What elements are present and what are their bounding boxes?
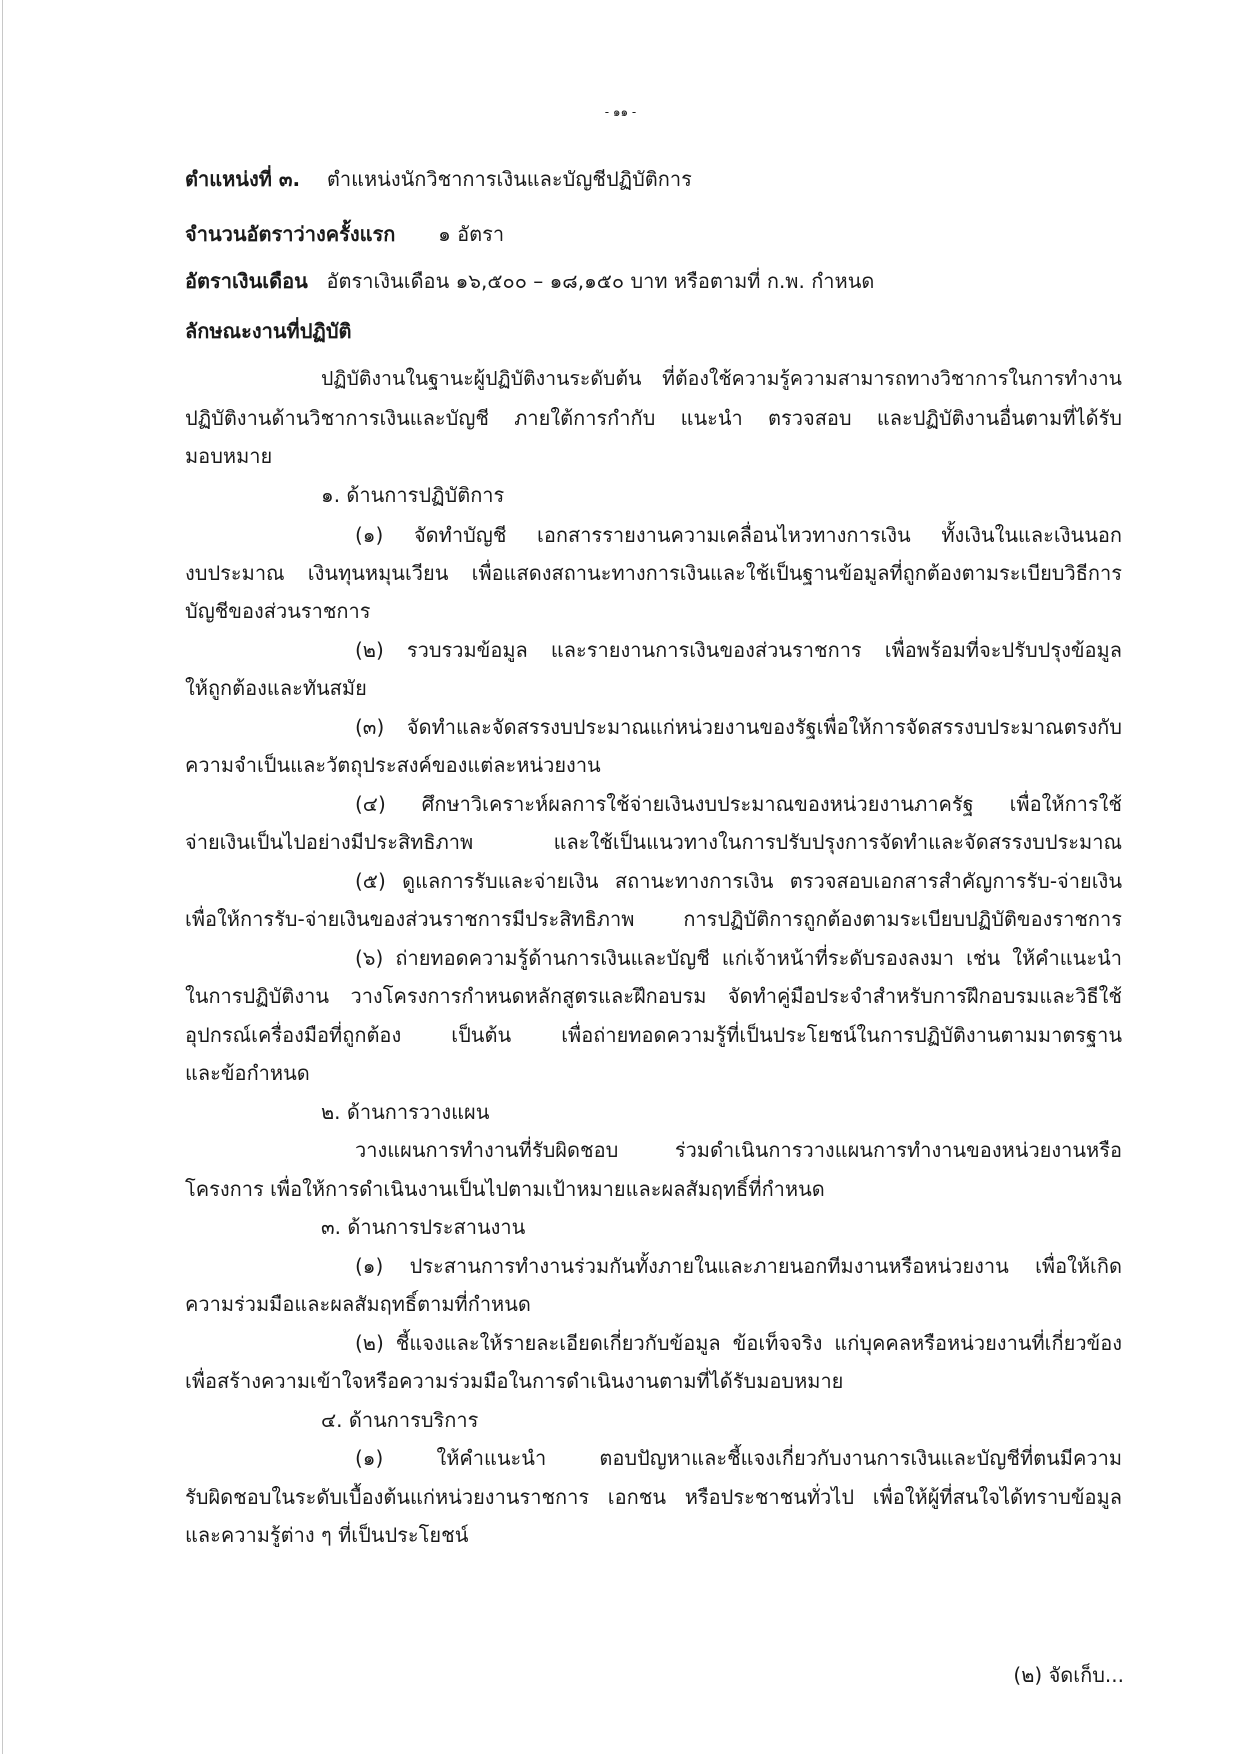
vacancy-value: ๑ อัตรา	[438, 222, 505, 246]
paragraph-line: ปฏิบัติงานด้านวิชาการเงินและบัญชี ภายใต้การกำกับ แนะนำ ตรวจสอบ และปฏิบัติงานอื่นตามที่ได้รับ	[185, 406, 1122, 430]
paragraph-line: ปฏิบัติงานในฐานะผู้ปฏิบัติงานระดับต้น ที่ต้องใช้ความรู้ความสามารถทางวิชาการในการทำงาน	[321, 367, 1122, 390]
paragraph-line: (๖) ถ่ายทอดความรู้ด้านการเงินและบัญชี แก่เจ้าหน้าที่ระดับรองลงมา เช่น ให้คำแนะนำ	[355, 946, 1122, 970]
vacancy-label: จำนวนอัตราว่างครั้งแรก	[185, 222, 396, 246]
paragraph-line: จ่ายเงินเป็นไปอย่างมีประสิทธิภาพ และใช้เป็นแนวทางในการปรับปรุงการจัดทำและจัดสรรงบประมาณ	[185, 830, 1122, 854]
paragraph-line: รับผิดชอบในระดับเบื้องต้นแก่หน่วยงานราชการ เอกชน หรือประชาชนทั่วไป เพื่อให้ผู้ที่สนใจได้ทราบข้อมูล	[185, 1485, 1122, 1509]
paragraph-line: มอบหมาย	[185, 444, 273, 468]
paragraph-line: บัญชีของส่วนราชการ	[185, 599, 371, 623]
section-heading-operations: ๑. ด้านการปฏิบัติการ	[321, 483, 505, 507]
section-heading-service: ๔. ด้านการบริการ	[321, 1408, 479, 1432]
paragraph-line: งบประมาณ เงินทุนหมุนเวียน เพื่อแสดงสถานะทางการเงินและใช้เป็นฐานข้อมูลที่ถูกต้องตามระเบียบวิธีการ	[185, 561, 1122, 585]
paragraph-line: (๕) ดูแลการรับและจ่ายเงิน สถานะทางการเงิน ตรวจสอบเอกสารสำคัญการรับ-จ่ายเงิน	[355, 869, 1122, 893]
paragraph-line: (๓) จัดทำและจัดสรรงบประมาณแก่หน่วยงานของรัฐเพื่อให้การจัดสรรงบประมาณตรงกับ	[355, 715, 1122, 739]
paragraph-line: (๑) จัดทำบัญชี เอกสารรายงานความเคลื่อนไหวทางการเงิน ทั้งเงินในและเงินนอก	[355, 523, 1122, 547]
paragraph-line: (๑) ประสานการทำงานร่วมกันทั้งภายในและภายนอกทีมงานหรือหน่วยงาน เพื่อให้เกิด	[355, 1254, 1122, 1278]
paragraph-line: ความร่วมมือและผลสัมฤทธิ์ตามที่กำหนด	[185, 1292, 531, 1316]
paragraph-line: โครงการ เพื่อให้การดำเนินงานเป็นไปตามเป้าหมายและผลสัมฤทธิ์ที่กำหนด	[185, 1177, 825, 1201]
scan-edge-line	[2, 0, 3, 1754]
page-number: - ๑๑ -	[604, 105, 637, 119]
position-label: ตำแหน่งที่ ๓.	[185, 167, 301, 191]
section-heading-planning: ๒. ด้านการวางแผน	[321, 1100, 490, 1124]
vacancy-row	[185, 220, 504, 248]
paragraph-line: (๑) ให้คำแนะนำ ตอบปัญหาและชี้แจงเกี่ยวกับงานการเงินและบัญชีที่ตนมีความ	[355, 1446, 1122, 1470]
paragraph-line: เพื่อให้การรับ-จ่ายเงินของส่วนราชการมีประสิทธิภาพ การปฏิบัติการถูกต้องตามระเบียบปฏิบัติของราชการ	[185, 907, 1122, 931]
paragraph-line: ความจำเป็นและวัตถุประสงค์ของแต่ละหน่วยงาน	[185, 753, 601, 777]
section-heading-coordination: ๓. ด้านการประสานงาน	[321, 1215, 526, 1239]
paragraph-line: ให้ถูกต้องและทันสมัย	[185, 676, 367, 700]
position-value: ตำแหน่งนักวิชาการเงินและบัญชีปฏิบัติการ	[326, 167, 692, 191]
paragraph-line: วางแผนการทำงานที่รับผิดชอบ ร่วมดำเนินการวางแผนการทำงานของหน่วยงานหรือ	[355, 1138, 1122, 1162]
salary-row	[185, 267, 874, 295]
position-row	[185, 165, 692, 193]
paragraph-line: และข้อกำหนด	[185, 1061, 310, 1085]
paragraph-line: (๒) รวบรวมข้อมูล และรายงานการเงินของส่วนราชการ เพื่อพร้อมที่จะปรับปรุงข้อมูล	[355, 638, 1122, 662]
paragraph-line: (๔) ศึกษาวิเคราะห์ผลการใช้จ่ายเงินงบประมาณของหน่วยงานภาครัฐ เพื่อให้การใช้	[355, 792, 1122, 816]
paragraph-line: และความรู้ต่าง ๆ ที่เป็นประโยชน์	[185, 1523, 469, 1547]
salary-value: อัตราเงินเดือน ๑๖,๕๐๐ – ๑๘,๑๕๐ บาท หรือตามที่ ก.พ. กำหนด	[326, 269, 875, 293]
paragraph-line: (๒) ชี้แจงและให้รายละเอียดเกี่ยวกับข้อมูล ข้อเท็จจริง แก่บุคคลหรือหน่วยงานที่เกี่ยวข้อง	[355, 1331, 1122, 1355]
duties-heading: ลักษณะงานที่ปฏิบัติ	[185, 319, 352, 343]
paragraph-line: อุปกรณ์เครื่องมือที่ถูกต้อง เป็นต้น เพื่อถ่ายทอดความรู้ที่เป็นประโยชน์ในการปฏิบัติงานตามมาตรฐาน	[185, 1023, 1122, 1047]
paragraph-line: ในการปฏิบัติงาน วางโครงการกำหนดหลักสูตรและฝึกอบรม จัดทำคู่มือประจำสำหรับการฝึกอบรมและวิธีใช้	[185, 984, 1122, 1008]
continuation-note: (๒) จัดเก็บ...	[1013, 1663, 1124, 1687]
paragraph-line: เพื่อสร้างความเข้าใจหรือความร่วมมือในการดำเนินงานตามที่ได้รับมอบหมาย	[185, 1369, 844, 1393]
salary-label: อัตราเงินเดือน	[185, 269, 308, 293]
